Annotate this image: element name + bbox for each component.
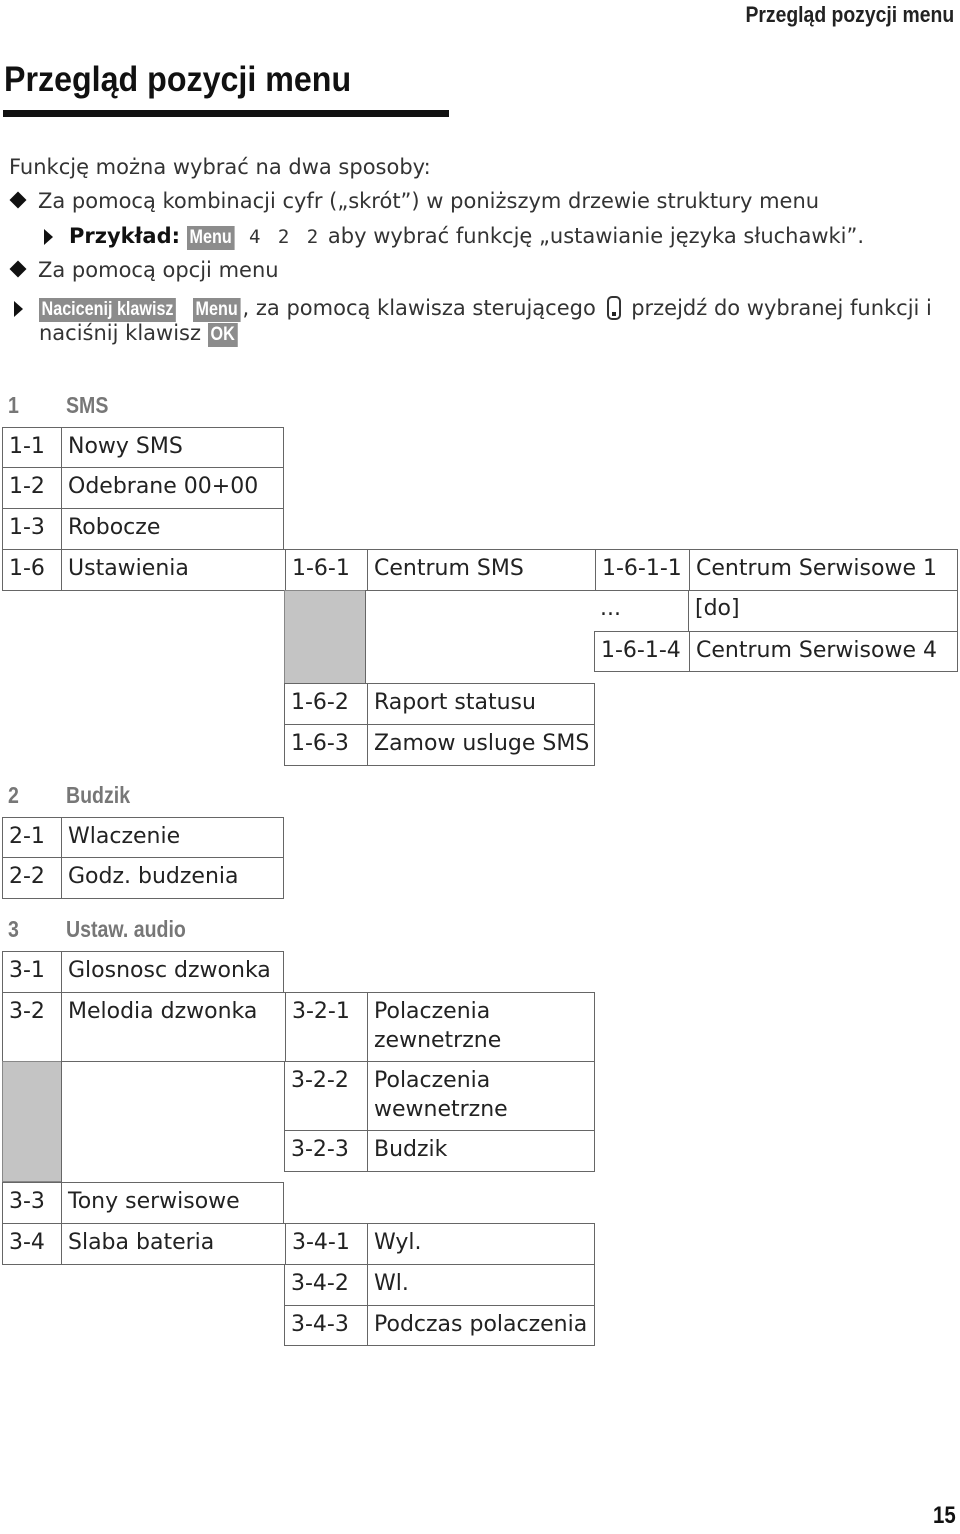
menu-label: Budzik — [367, 1131, 594, 1171]
diamond-bullet-icon — [10, 192, 27, 209]
menu-code: 3-3 — [9, 1189, 45, 1214]
menu-code: 3-1 — [9, 958, 45, 983]
menu-row — [2, 427, 284, 468]
menu-code: 3-4 — [9, 1230, 45, 1255]
menu-row — [2, 1223, 595, 1265]
example-label: Przykład — [69, 224, 172, 248]
menu-label: Odebrane 00+00 — [61, 468, 283, 508]
control-key-icon — [607, 296, 621, 320]
example-digits: 4 2 2 — [249, 226, 322, 248]
menu-row — [284, 1305, 595, 1346]
menu-label-line: wewnetrzne — [374, 1097, 508, 1122]
section-number: 2 — [8, 782, 19, 808]
menu-label: Melodia dzwonka — [61, 993, 285, 1061]
page-number: 15 — [933, 1502, 956, 1529]
menu-label: Wl. — [367, 1265, 594, 1305]
menu-row — [284, 1061, 595, 1131]
section-name: Budzik — [66, 782, 131, 808]
menu-code: 2-2 — [9, 864, 45, 889]
menu-label: Nowy SMS — [61, 428, 283, 467]
tree-connector-block — [284, 590, 366, 684]
menu-label: Podczas polaczenia — [367, 1306, 594, 1345]
section-number: 3 — [8, 916, 19, 942]
triangle-arrow-icon — [44, 229, 53, 245]
menu-row — [2, 817, 284, 858]
section-name: SMS — [66, 392, 109, 418]
menu-row — [284, 1264, 595, 1306]
menu-code: 1-1 — [9, 434, 45, 459]
menu-label: Robocze — [61, 509, 283, 549]
menu-key-badge: Menu — [193, 298, 240, 322]
menu-code: ... — [600, 596, 621, 621]
menu-label: Wyl. — [367, 1224, 594, 1264]
menu-code: 1-6-2 — [291, 690, 349, 715]
section-number: 1 — [8, 392, 19, 418]
step-line-2 — [39, 319, 242, 347]
menu-label-line: Polaczenia — [374, 1068, 491, 1093]
menu-row — [2, 992, 595, 1062]
menu-row — [2, 508, 284, 550]
step-text-2: przejdź do wybranej funkcji i — [631, 296, 932, 320]
tree-connector-block — [2, 1061, 62, 1182]
menu-row — [284, 683, 595, 725]
menu-label — [367, 1062, 594, 1130]
bullet-menu-options — [12, 256, 279, 284]
menu-code: 1-6-1-1 — [595, 550, 689, 590]
menu-row — [2, 951, 284, 993]
menu-code: 1-3 — [9, 515, 45, 540]
menu-key-badge: Menu — [187, 226, 234, 250]
tree-line — [365, 590, 366, 684]
menu-code: 1-6 — [9, 556, 45, 581]
menu-row — [594, 590, 958, 632]
menu-code: 3-2-3 — [291, 1137, 349, 1162]
press-key-badge: Nacicenij klawisz — [39, 298, 176, 322]
menu-label: Glosnosc dzwonka — [61, 952, 283, 992]
menu-label: Centrum Serwisowe 4 — [689, 632, 957, 671]
page-title: Przegląd pozycji menu — [4, 60, 352, 99]
menu-code: 3-4-2 — [291, 1271, 349, 1296]
menu-row — [284, 724, 595, 766]
step-text-1: , za pomocą klawisza sterującego — [242, 296, 596, 320]
title-underline — [3, 110, 449, 117]
triangle-arrow-icon — [14, 301, 23, 317]
bullet-digit-shortcut — [12, 187, 819, 215]
bullet2-text: Za pomocą opcji menu — [38, 258, 279, 282]
menu-code: 3-4-3 — [291, 1312, 349, 1337]
example-colon: : — [171, 224, 181, 248]
menu-row — [2, 1182, 284, 1224]
menu-code: 3-2 — [9, 999, 45, 1024]
step-line — [14, 291, 932, 322]
menu-row — [594, 631, 958, 672]
menu-row — [2, 467, 284, 509]
menu-code: 3-4-1 — [285, 1224, 367, 1264]
menu-label: Tony serwisowe — [61, 1183, 283, 1223]
menu-label: Centrum Serwisowe 1 — [689, 550, 957, 590]
menu-code: 1-6-1-4 — [601, 638, 681, 663]
menu-code: 1-6-1 — [285, 550, 367, 590]
example-line — [44, 222, 864, 251]
section-name: Ustaw. audio — [66, 916, 186, 942]
intro-lead: Funkcję można wybrać na dwa sposoby: — [9, 155, 431, 179]
menu-label-line: zewnetrzne — [374, 1028, 502, 1053]
menu-row — [2, 857, 284, 899]
menu-label: Ustawienia — [61, 550, 285, 590]
menu-code: 3-2-2 — [291, 1068, 349, 1093]
diamond-bullet-icon — [10, 261, 27, 278]
menu-label: Zamow usluge SMS — [367, 725, 594, 765]
step-text-3: naciśnij klawisz — [39, 321, 201, 345]
menu-label: Godz. budzenia — [61, 858, 283, 898]
menu-label-line: Polaczenia — [374, 999, 491, 1024]
menu-code: 1-6-3 — [291, 731, 349, 756]
menu-label: Wlaczenie — [61, 818, 283, 857]
menu-row — [284, 1130, 595, 1172]
example-text: aby wybrać funkcję „ustawianie języka słuchawki”. — [327, 224, 865, 248]
menu-label: Centrum SMS — [367, 550, 595, 590]
bullet1-text: Za pomocą kombinacji cyfr („skrót”) w poniższym drzewie struktury menu — [38, 189, 820, 213]
tree-line — [61, 1061, 62, 1182]
running-header: Przegląd pozycji menu — [745, 2, 954, 27]
menu-code: 2-1 — [9, 824, 45, 849]
ok-key-badge: OK — [208, 323, 237, 347]
menu-label: [do] — [688, 590, 958, 632]
menu-code: 3-2-1 — [285, 993, 367, 1061]
menu-label: Raport statusu — [367, 684, 594, 724]
menu-label — [367, 993, 594, 1061]
menu-code: 1-2 — [9, 474, 45, 499]
menu-label: Slaba bateria — [61, 1224, 285, 1264]
menu-row — [2, 549, 958, 591]
